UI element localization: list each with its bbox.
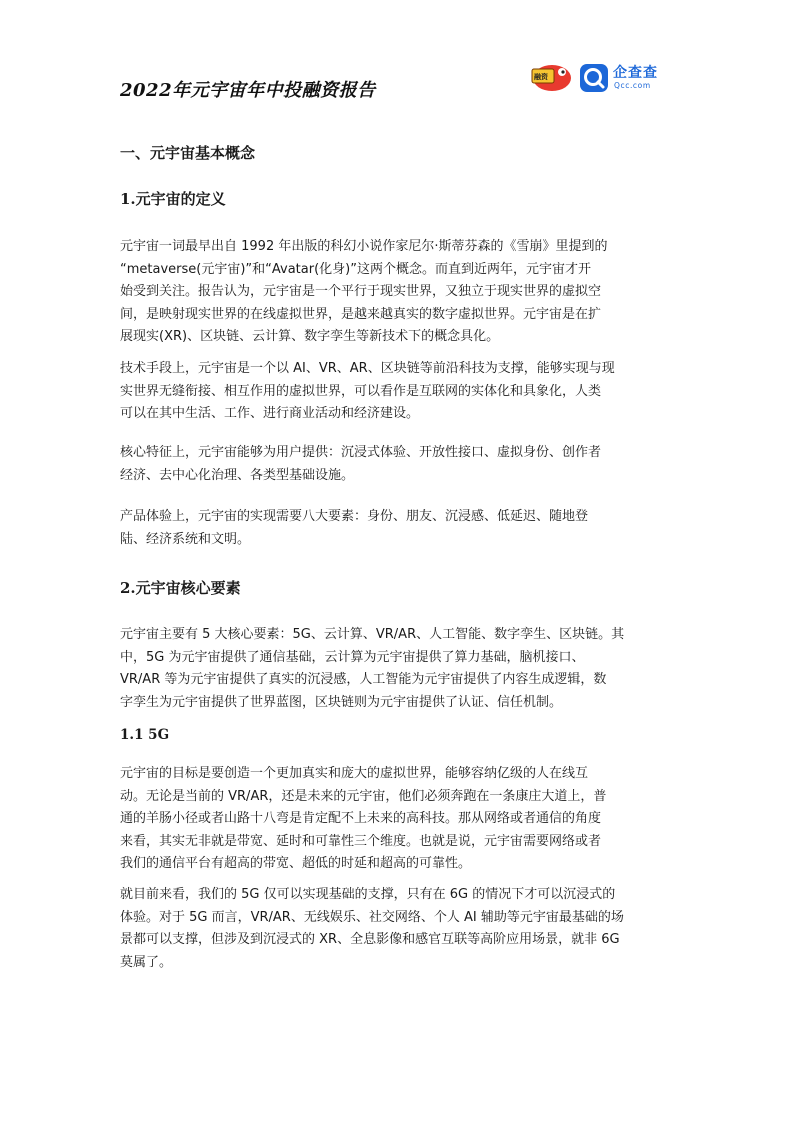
brand-domain: Qcc.com [614, 81, 651, 90]
qcc-logo-icon [580, 64, 608, 92]
text-line: 陆、经济系统和文明。 [120, 531, 251, 547]
text-line: 间，是映射现实世界的在线虚拟世界，是越来越真实的数字虚拟世界。元宇宙是在扩 [120, 306, 602, 322]
paragraph-core-elements [120, 624, 680, 714]
text-line: 景都可以支撑，但涉及到沉浸式的 XR、全息影像和感官互联等高阶应用场景，就非 6G [120, 932, 620, 947]
paragraph-definition [120, 236, 680, 349]
text-line: 我们的通信平台有超高的带宽、超低的时延和超高的可靠性。 [120, 856, 472, 871]
section-heading-definition: 1.元宇宙的定义 [120, 190, 226, 208]
text-line: 技术手段上，元宇宙是一个以 AI、VR、AR、区块链等前沿科技为支撑，能够实现与现 [120, 361, 615, 376]
mascot-logo-text: 融资 [534, 73, 548, 81]
text-line: 经济、去中心化治理、各类型基础设施。 [120, 467, 355, 483]
section-heading-core-elements: 2.元宇宙核心要素 [120, 579, 241, 597]
paragraph-technology [120, 358, 680, 426]
text-line: 元宇宙一词最早出自 1992 年出版的科幻小说作家尼尔·斯蒂芬森的《雪崩》里提到的 [120, 239, 608, 254]
paragraph-product-experience [120, 506, 680, 551]
header-logos [528, 62, 678, 94]
text-line: 产品体验上，元宇宙的实现需要八大要素：身份、朋友、沉浸感、低延迟、随地登 [120, 509, 589, 524]
section-heading-basic-concepts: 一、元宇宙基本概念 [120, 144, 256, 162]
section-heading-5g: 1.1 5G [120, 727, 170, 743]
paragraph-5g-goal [120, 763, 680, 876]
text-line: 实世界无缝衔接、相互作用的虚拟世界，可以看作是互联网的实体化和具象化，人类 [120, 383, 602, 399]
text-line: 展现实(XR)、区块链、云计算、数字孪生等新技术下的概念具化。 [120, 329, 500, 344]
text-line: 始受到关注。报告认为，元宇宙是一个平行于现实世界，又独立于现实世界的虚拟空 [120, 284, 602, 299]
text-line: 通的羊肠小径或者山路十八弯是肯定配不上未来的高科技。那从网络或者通信的角度 [120, 811, 602, 826]
text-line: “metaverse(元宇宙)”和“Avatar(化身)”这两个概念。而直到近两年，元宇宙才开 [120, 261, 591, 277]
paragraph-core-features [120, 442, 680, 487]
report-title: 2022年元宇宙年中投融资报告 [120, 80, 376, 101]
text-line: 莫属了。 [120, 954, 173, 970]
paragraph-5g-current [120, 884, 680, 974]
text-line: 体验。对于 5G 而言，VR/AR、无线娱乐、社交网络、个人 AI 辅助等元宇宙最基础的场 [120, 909, 624, 925]
text-line: 字孪生为元宇宙提供了世界蓝图，区块链则为元宇宙提供了认证、信任机制。 [120, 694, 563, 710]
text-line: 可以在其中生活、工作、进行商业活动和经济建设。 [120, 406, 420, 421]
text-line: VR/AR 等为元宇宙提供了真实的沉浸感，人工智能为元宇宙提供了内容生成逻辑，数 [120, 672, 607, 687]
text-line: 动。无论是当前的 VR/AR，还是未来的元宇宙，他们必须奔跑在一条康庄大道上，普 [120, 788, 607, 804]
text-line: 核心特征上，元宇宙能够为用户提供：沉浸式体验、开放性接口、虚拟身份、创作者 [120, 445, 602, 460]
text-line: 元宇宙的目标是要创造一个更加真实和庞大的虚拟世界，能够容纳亿级的人在线互 [120, 766, 589, 781]
text-line: 中，5G 为元宇宙提供了通信基础，云计算为元宇宙提供了算力基础，脑机接口、 [120, 649, 585, 665]
text-line: 元宇宙主要有 5 大核心要素：5G、云计算、VR/AR、人工智能、数字孪生、区块链。其 [120, 627, 625, 642]
text-line: 就目前来看，我们的 5G 仅可以实现基础的支撑，只有在 6G 的情况下才可以沉浸式的 [120, 887, 616, 902]
text-line: 来看，其实无非就是带宽、延时和可靠性三个维度。也就是说，元宇宙需要网络或者 [120, 833, 602, 849]
brand-name: 企查查 [613, 65, 658, 81]
